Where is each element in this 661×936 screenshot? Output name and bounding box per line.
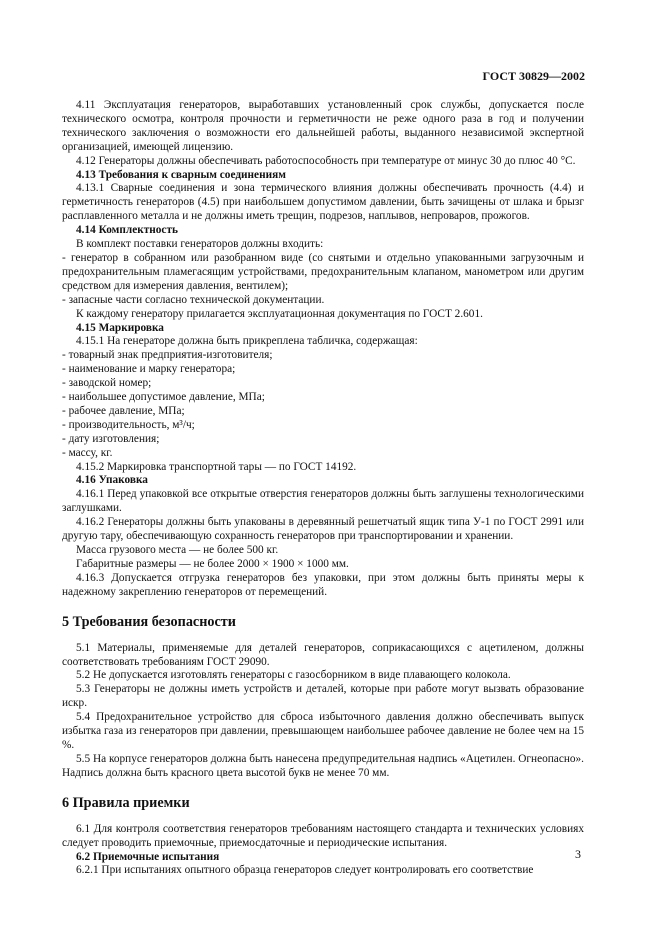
clause-5-5: 5.5 На корпусе генераторов должна быть нанесена предупредительная надпись «Ацетилен. Огнеопасно». Надпись должна быть красного цвета высотой букв не менее 70 мм. [62, 752, 584, 779]
list-item: - наименование и марку генератора; [62, 363, 236, 376]
clause-5-3: 5.3 Генераторы не должны иметь устройств и деталей, которые при работе могут вызвать образование искр. [62, 683, 584, 710]
list-item: - массу, кг. [62, 446, 113, 459]
clause-4-16-2: 4.16.2 Генераторы должны быть упакованы в деревянный решетчатый ящик типа У-1 по ГОСТ 2991 или другую тару, обеспечивающую сохранность генераторов при транспортировании и хранении. [62, 516, 584, 543]
clause-4-14-intro: В комплект поставки генераторов должны входить: [76, 238, 324, 251]
document-code-header: ГОСТ 30829—2002 [482, 69, 585, 83]
clause-6-1: 6.1 Для контроля соответствия генераторов требованиям настоящего стандарта и технических условиях следует проводить приемочные, приемосдаточные и периодические испытания. [62, 822, 584, 849]
list-item: - генератор в собранном или разобранном виде (со снятыми и отдельно упакованными загрузочным и предохранительным пламегасящим устройствами, предохранительным клапаном, манометром или другим средством для измерения давления, вентилем); [62, 251, 584, 292]
clause-4-15-1: 4.15.1 На генераторе должна быть прикреплена табличка, содержащая: [76, 335, 418, 348]
list-item: - запасные части согласно технической документации. [62, 293, 325, 306]
clause-5-1: 5.1 Материалы, применяемые для деталей генераторов, соприкасающихся с ацетиленом, должны соответствовать требованиям ГОСТ 29090. [62, 641, 584, 668]
clause-5-2: 5.2 Не допускается изготовлять генераторы с газосборником в виде плавающего колокола. [76, 669, 511, 682]
clause-4-15-2: 4.15.2 Маркировка транспортной тары — по ГОСТ 14192. [76, 460, 357, 473]
subheading-4-13: 4.13 Требования к сварным соединениям [76, 168, 286, 181]
clause-4-14-docs: К каждому генератору прилагается эксплуатационная документация по ГОСТ 2.601. [76, 307, 483, 320]
clause-4-11: 4.11 Эксплуатация генераторов, выработавших установленный срок службы, допускается после технического осмотра, контроля прочности и герметичности не реже одного раза в год и получении технического заключения о возможности его дальнейшей работы, выданного независимой экспертной организацией, имеющей лицензию. [62, 99, 584, 153]
subheading-4-15: 4.15 Маркировка [76, 321, 164, 334]
section-heading-6: 6 Правила приемки [62, 794, 190, 811]
list-item: - рабочее давление, МПа; [62, 404, 185, 417]
list-item: - дату изготовления; [62, 432, 160, 445]
page-number: 3 [575, 847, 581, 861]
document-body [62, 99, 584, 878]
clause-4-12: 4.12 Генераторы должны обеспечивать работоспособность при температуре от минус 30 до плюс 40 °С. [76, 154, 576, 167]
subheading-4-14: 4.14 Комплектность [76, 224, 178, 237]
clause-4-16-2-mass: Масса грузового места — не более 500 кг. [76, 544, 279, 556]
list-item: - производительность, м³/ч; [62, 418, 195, 431]
list-item: - наибольшее допустимое давление, МПа; [62, 391, 265, 404]
clause-4-16-2-dimensions: Габаритные размеры — не более 2000 × 1900 × 1000 мм. [76, 557, 349, 570]
clause-4-16-1: 4.16.1 Перед упаковкой все открытые отверстия генераторов должны быть заглушены технологическими заглушками. [62, 488, 584, 515]
clause-4-13-1: 4.13.1 Сварные соединения и зона термического влияния должны обеспечивать прочность (4.4) и герметичность генераторов (4.5) при наибольшем допустимом давлении, быть зачищены от шлака и брызг расплавленного металла и не должны иметь трещин, подрезов, наплывов, непроваров, прожогов. [62, 182, 584, 223]
list-item: - товарный знак предприятия-изготовителя; [62, 349, 273, 362]
subheading-4-16: 4.16 Упаковка [76, 474, 148, 487]
list-item: - заводской номер; [62, 377, 152, 390]
clause-5-4: 5.4 Предохранительное устройство для сброса избыточного давления должно обеспечивать выпуск избытка газа из генераторов при давлении, превышающем наибольшее рабочее давление не более чем на 15 %. [62, 711, 584, 751]
subheading-6-2: 6.2 Приемочные испытания [76, 850, 220, 863]
section-heading-5: 5 Требования безопасности [62, 613, 236, 630]
clause-4-16-3: 4.16.3 Допускается отгрузка генераторов без упаковки, при этом должны быть приняты меры к надежному закреплению генераторов от перемещений. [62, 571, 584, 598]
clause-6-2-1: 6.2.1 При испытаниях опытного образца генераторов следует контролировать его соответствие [76, 864, 534, 877]
